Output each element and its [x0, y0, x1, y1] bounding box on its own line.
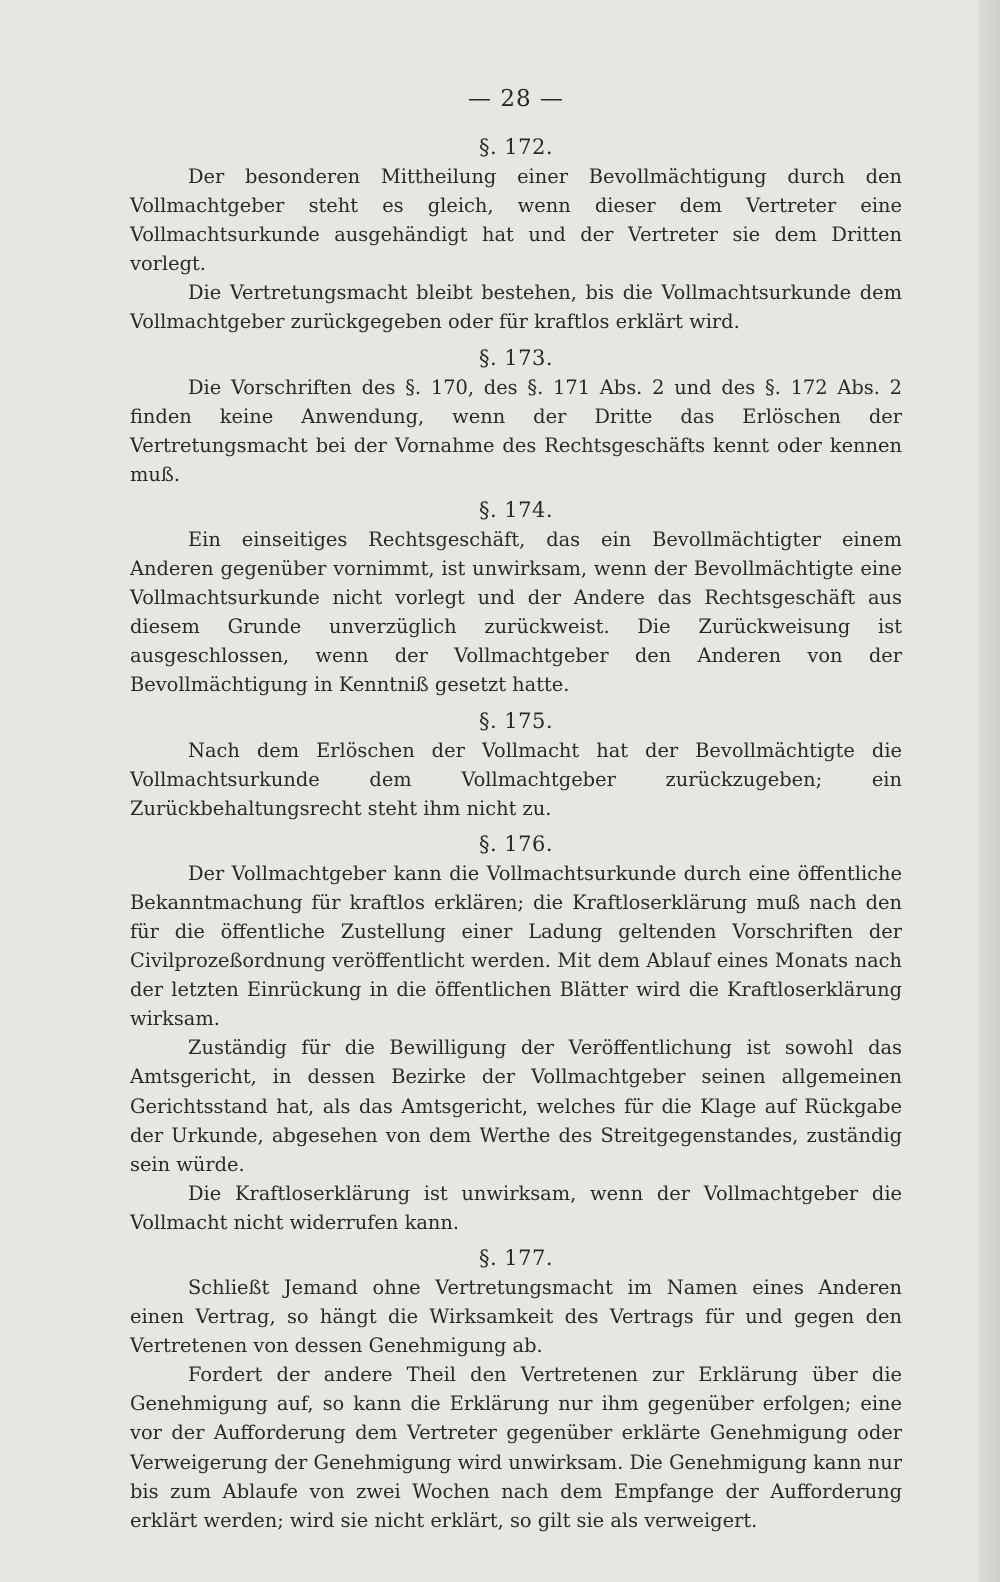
- paragraph: Fordert der andere Theil den Vertretenen zur Erklärung über die Genehmigung auf, so kann die Erklärung nur ihm gegenüber erfolgen; eine vor der Aufforderung dem Vertreter gegenüber erklärte Genehmigung oder Verweigerung der Genehmigung wird unwirksam. Die Genehmigung kann nur bis zum Ablaufe von zwei Wochen nach dem Empfange der Aufforderung erklärt werden; wird sie nicht erklärt, so gilt sie als verweigert.: [130, 1363, 902, 1532]
- paragraph: Die Kraftloserklärung ist unwirksam, wenn der Vollmachtgeber die Vollmacht nicht widerrufen kann.: [130, 1181, 902, 1234]
- page-edge-shadow: [978, 0, 1000, 1582]
- paragraph: Der besonderen Mittheilung einer Bevollmächtigung durch den Vollmachtgeber steht es gleich, wenn dieser dem Vertreter eine Vollmachtsurkunde ausgehändigt hat und der Vertreter sie dem Dritten vorlegt.: [130, 165, 902, 276]
- paragraph: Die Vorschriften des §. 170, des §. 171 Abs. 2 und des §. 172 Abs. 2 finden keine Anwendung, wenn der Dritte das Erlöschen der Vertretungsmacht bei der Vornahme des Rechtsgeschäfts kennt oder kennen muß.: [130, 375, 902, 486]
- section-heading-177: §. 177.: [478, 1246, 554, 1270]
- paragraph: Ein einseitiges Rechtsgeschäft, das ein Bevollmächtigter einem Anderen gegenüber vornimmt, ist unwirksam, wenn der Bevollmächtigte eine Vollmachtsurkunde nicht vorlegt und der Andere das Rechtsgeschäft aus diesem Grunde unverzüglich zurückweist. Die Zurückweisung ist ausgeschlossen, wenn der Vollmachtgeber den Anderen von der Bevollmächtigung in Kenntniß gesetzt hatte.: [130, 527, 902, 697]
- section-heading-172: §. 172.: [478, 135, 554, 159]
- section-heading-176: §. 176.: [478, 831, 554, 856]
- paragraph: Schließt Jemand ohne Vertretungsmacht im Namen eines Anderen einen Vertrag, so hängt die Wirksamkeit des Vertrags für und gegen den Vertretenen von dessen Genehmigung ab.: [130, 1276, 902, 1358]
- page-number: — 28 —: [468, 86, 564, 112]
- paragraph: Die Vertretungsmacht bleibt bestehen, bis die Vollmachtsurkunde dem Vollmachtgeber zurückgegeben oder für kraftlos erklärt wird.: [130, 281, 902, 334]
- paragraph: Zuständig für die Bewilligung der Veröffentlichung ist sowohl das Amtsgericht, in dessen Bezirke der Vollmachtgeber seinen allgemeinen Gerichtsstand hat, als das Amtsgericht, welches für die Klage auf Rückgabe der Urkunde, abgesehen von dem Werthe des Streitgegenstandes, zuständig sein würde.: [130, 1036, 902, 1176]
- paragraph: Nach dem Erlöschen der Vollmacht hat der Bevollmächtigte die Vollmachtsurkunde dem Vollmachtgeber zurückzugeben; ein Zurückbehaltungsrecht steht ihm nicht zu.: [130, 738, 902, 820]
- section-heading-173: §. 173.: [478, 345, 554, 370]
- paragraph: Der Vollmachtgeber kann die Vollmachtsurkunde durch eine öffentliche Bekanntmachung für kraftlos erklären; die Kraftloserklärung muß nach den für die öffentliche Zustellung einer Ladung geltenden Vorschriften der Civilprozeßordnung veröffentlicht werden. Mit dem Ablauf eines Monats nach der letzten Einrückung in die öffentlichen Blätter wird die Kraftloserklärung wirksam.: [130, 861, 902, 1031]
- page-content: [130, 84, 902, 1535]
- section-heading-175: §. 175.: [478, 708, 554, 733]
- section-heading-174: §. 174.: [478, 497, 554, 522]
